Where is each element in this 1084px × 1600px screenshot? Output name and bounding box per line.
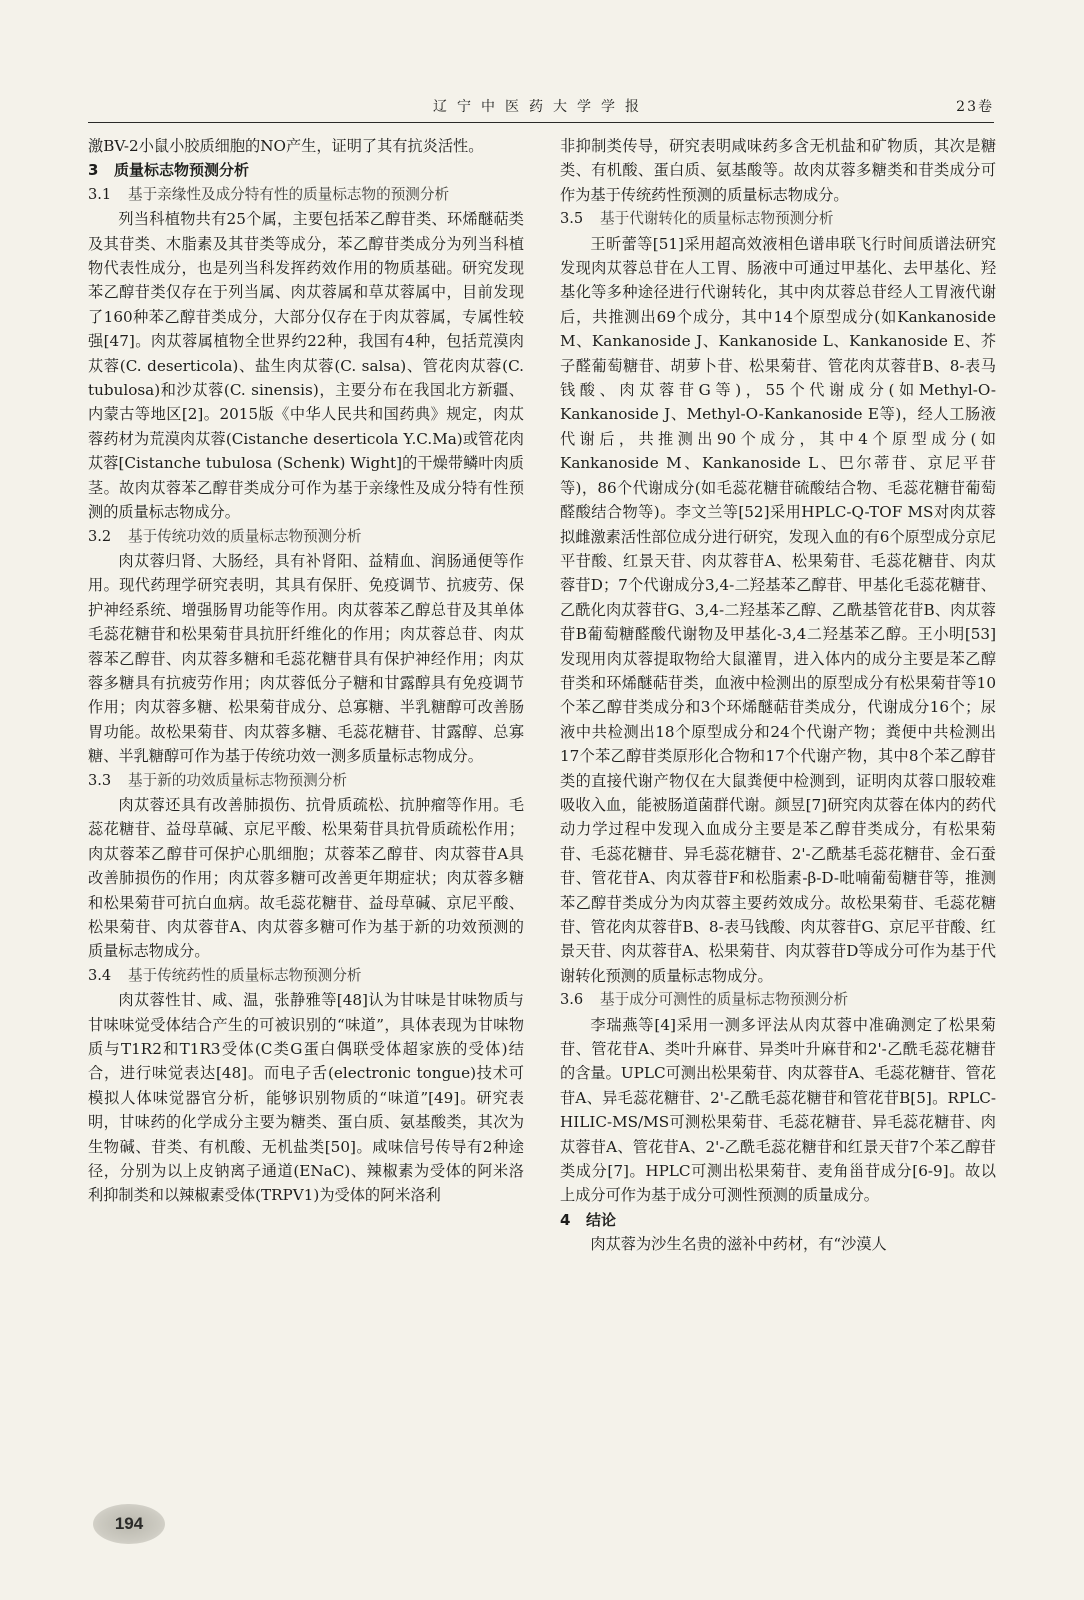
body-paragraph: 肉苁蓉归肾、大肠经，具有补肾阳、益精血、润肠通便等作用。现代药理学研究表明，其具有保肝、免疫调节、抗疲劳、保护神经系统、增强肠胃功能等作用。肉苁蓉苯乙醇总苷及其单体毛蕊花糖苷和松果菊苷具抗肝纤维化的作用；肉苁蓉总苷、肉苁蓉苯乙醇苷、肉苁蓉多糖和毛蕊花糖苷具有保护神经作用；肉苁蓉多糖具有抗疲劳作用；肉苁蓉低分子糖和甘露醇具有免疫调节作用；肉苁蓉多糖、松果菊苷成分、总寡糖、半乳糖醇可改善肠胃功能。故松果菊苷、肉苁蓉多糖、毛蕊花糖苷、甘露醇、总寡糖、半乳糖醇可作为基于传统功效一测多质量标志物成分。 (88, 551, 524, 766)
heading-text: 基于新的功效质量标志物预测分析 (128, 771, 347, 789)
section-heading (560, 1208, 996, 1232)
page-number: 194 (114, 1514, 144, 1533)
subsection-heading (88, 964, 524, 988)
heading-number: 3.6 (560, 991, 584, 1009)
body-paragraph: 肉苁蓉还具有改善肺损伤、抗骨质疏松、抗肿瘤等作用。毛蕊花糖苷、益母草碱、京尼平酸、松果菊苷具抗骨质疏松作用；肉苁蓉苯乙醇苷可保护心肌细胞；苁蓉苯乙醇苷、肉苁蓉苷A具改善肺损伤的作用；肉苁蓉多糖可改善更年期症状；肉苁蓉多糖和松果菊苷可抗白血病。故毛蕊花糖苷、益母草碱、京尼平酸、松果菊苷、肉苁蓉苷A、肉苁蓉多糖可作为基于新的功效预测的质量标志物成分。 (88, 795, 524, 961)
journal-title: 辽宁中医药大学学报 (433, 99, 649, 115)
heading-text: 质量标志物预测分析 (114, 161, 250, 180)
heading-text: 基于传统功效的质量标志物预测分析 (128, 527, 362, 545)
heading-text: 基于成分可测性的质量标志物预测分析 (600, 991, 849, 1009)
page-number-badge (93, 1504, 165, 1544)
continued-text: 激BV-2小鼠小胶质细胞的NO产生，证明了其有抗炎活性。 (88, 137, 484, 155)
volume-label: 23卷 (956, 99, 994, 115)
heading-number: 3.3 (88, 771, 112, 789)
heading-number: 3.5 (560, 210, 584, 228)
subsection-heading (88, 525, 524, 549)
heading-number: 3.4 (88, 966, 112, 984)
heading-text: 结论 (586, 1210, 617, 1229)
subsection-heading (560, 988, 996, 1012)
heading-number: 3.1 (88, 185, 112, 203)
body-paragraph: 肉苁蓉性甘、咸、温，张静雅等[48]认为甘味是甘味物质与甘味味觉受体结合产生的可被识别的“味道”，具体表现为甘味物质与T1R2和T1R3受体(C类G蛋白偶联受体超家族的受体)结合，进行味觉表达[48]。而电子舌(electronic tongue)技术可模拟人体味觉器官分析，能够识别物质的“味道”[49]。研究表明，甘味药的化学成分主要为糖类、蛋白质、氨基酸类，其次为生物碱、苷类、有机酸、无机盐类[50]。咸味信号传导有2种途径，分别为以上皮钠离子通道(ENaC)、辣椒素为受体的阿米洛利抑制类和以辣椒素受体(TRPV1)为受体的阿米洛利 (88, 991, 524, 1205)
heading-number: 4 (560, 1210, 571, 1229)
section-heading (88, 158, 524, 182)
heading-text: 基于传统药性的质量标志物预测分析 (128, 966, 362, 984)
subsection-heading (88, 769, 524, 793)
body-paragraph: 王昕蕾等[51]采用超高效液相色谱串联飞行时间质谱法研究发现肉苁蓉总苷在人工胃、肠液中可通过甲基化、去甲基化、羟基化等多种途径进行代谢转化，其中肉苁蓉总苷经人工胃液代谢后，共推测出69个成分，其中14个原型成分(如Kankanoside M、Kankanoside J、Kankanoside L、Kankanoside E、芥子醛葡萄糖苷、胡萝卜苷、松果菊苷、管花肉苁蓉苷B、8-表马钱酸、肉苁蓉苷G等)，55个代谢成分(如Methyl-O-Kankanoside J、Methyl-O-Kankanoside E等)，经人工肠液代谢后，共推测出90个成分，其中4个原型成分(如Kankanoside M、Kankanoside L、巴尔蒂苷、京尼平苷等)，86个代谢成分(如毛蕊花糖苷硫酸结合物、毛蕊花糖苷葡萄醛酸结合物等)。李文兰等[52]采用HPLC-Q-TOF MS对肉苁蓉拟雌激素活性部位成分进行研究，发现入血的有6个原型成分京尼平苷酸、红景天苷、肉苁蓉苷A、松果菊苷、毛蕊花糖苷、肉苁蓉苷D；7个代谢成分3,4-二羟基苯乙醇苷、甲基化毛蕊花糖苷、乙酰化肉苁蓉苷G、3,4-二羟基苯乙醇、乙酰基管花苷B、肉苁蓉苷B葡萄糖醛酸代谢物及甲基化-3,4二羟基苯乙醇。王小明[53]发现用肉苁蓉提取物给大鼠灌胃，进入体内的成分主要是苯乙醇苷类和环烯醚萜苷类，血液中检测出的原型成分有松果菊苷等10个苯乙醇苷类成分和3个环烯醚萜苷类成分，代谢成分16个；尿液中共检测出18个原型成分和24个代谢产物；粪便中共检测出17个苯乙醇苷类原形化合物和17个代谢产物，其中8个苯乙醇苷类的直接代谢产物仅在大鼠粪便中检测到，证明肉苁蓉口服较难吸收入血，能被肠道菌群代谢。颜昱[7]研究肉苁蓉在体内的药代动力学过程中发现入血成分主要是苯乙醇苷类成分，有松果菊苷、毛蕊花糖苷、异毛蕊花糖苷、2'-乙酰基毛蕊花糖苷、金石蚕苷、管花苷A、肉苁蓉苷F和松脂素-β-D-吡喃葡萄糖苷等，推测苯乙醇苷类成分为肉苁蓉主要药效成分。故松果菊苷、毛蕊花糖苷、管花肉苁蓉苷B、8-表马钱酸、肉苁蓉苷G、京尼平苷酸、红景天苷、肉苁蓉苷A、松果菊苷、肉苁蓉苷D等成分可作为基于代谢转化预测的质量标志物成分。 (560, 234, 996, 985)
left-column (88, 134, 524, 1208)
continued-text: 非抑制类传导，研究表明咸味药多含无机盐和矿物质，其次是糖类、有机酸、蛋白质、氨基酸等。故肉苁蓉多糖类和苷类成分可作为基于传统药性预测的质量标志物成分。 (560, 137, 996, 204)
heading-text: 基于亲缘性及成分特有性的质量标志物的预测分析 (128, 185, 450, 203)
body-paragraph: 李瑞燕等[4]采用一测多评法从肉苁蓉中准确测定了松果菊苷、管花苷A、类叶升麻苷、异类叶升麻苷和2'-乙酰毛蕊花糖苷的含量。UPLC可测出松果菊苷、肉苁蓉苷A、毛蕊花糖苷、管花苷A、异毛蕊花糖苷、2'-乙酰毛蕊花糖苷和管花苷B[5]。RPLC-HILIC-MS/MS可测松果菊苷、毛蕊花糖苷、异毛蕊花糖苷、肉苁蓉苷A、管花苷A、2'-乙酰毛蕊花糖苷和红景天苷7个苯乙醇苷类成分[7]。HPLC可测出松果菊苷、麦角甾苷成分[6-9]。故以上成分可作为基于成分可测性预测的质量成分。 (560, 1015, 996, 1205)
heading-text: 基于代谢转化的质量标志物预测分析 (600, 210, 834, 228)
right-column (560, 134, 996, 1257)
subsection-heading (560, 207, 996, 231)
heading-number: 3.2 (88, 527, 112, 545)
body-paragraph: 肉苁蓉为沙生名贵的滋补中药材，有“沙漠人 (590, 1235, 887, 1254)
running-header (88, 92, 994, 123)
body-paragraph: 列当科植物共有25个属，主要包括苯乙醇苷类、环烯醚萜类及其苷类、木脂素及其苷类等成分，苯乙醇苷类成分为列当科植物代表性成分，也是列当科发挥药效作用的物质基础。研究发现苯乙醇苷类仅存在于列当属、肉苁蓉属和草苁蓉属中，目前发现了160种苯乙醇苷类成分，大部分仅存在于肉苁蓉属，专属性较强[47]。肉苁蓉属植物全世界约22种，我国有4种，包括荒漠肉苁蓉(C. deserticola)、盐生肉苁蓉(C. salsa)、管花肉苁蓉(C. tubulosa)和沙苁蓉(C. sinensis)，主要分布在我国北方新疆、内蒙古等地区[2]。2015版《中华人民共和国药典》规定，肉苁蓉药材为荒漠肉苁蓉(Cistanche deserticola Y.C.Ma)或管花肉苁蓉[Cistanche tubulosa (Schenk) Wight]的干燥带鳞叶肉质茎。故肉苁蓉苯乙醇苷类成分可作为基于亲缘性及成分特有性预测的质量标志物成分。 (88, 210, 524, 522)
heading-number: 3 (88, 161, 99, 180)
subsection-heading (88, 183, 524, 207)
